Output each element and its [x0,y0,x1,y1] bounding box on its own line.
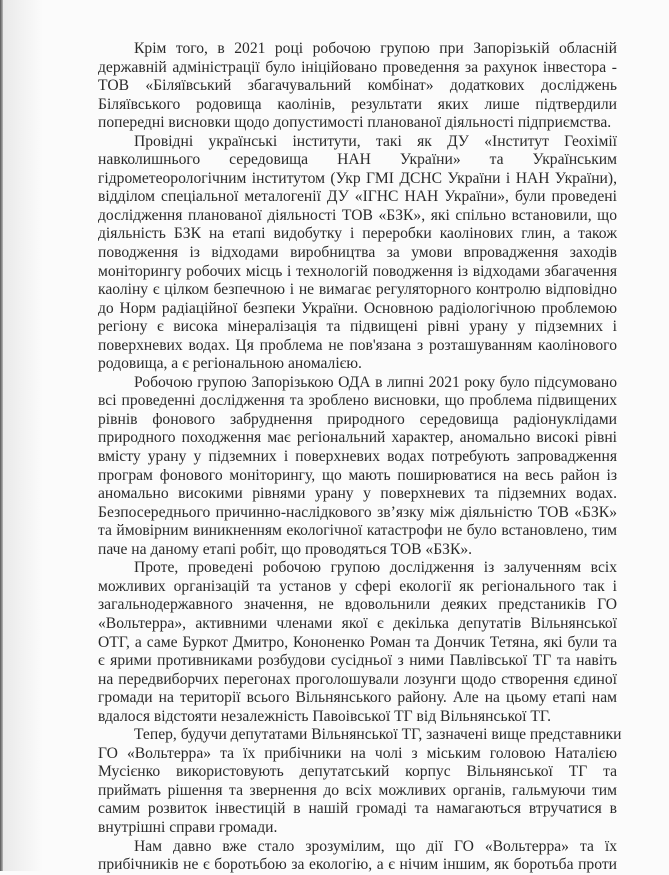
text-line: дослідження планованої діяльності ТОВ «БЗК», які спільно встановили, що [98,206,617,224]
text-line: самим розвиток інвестицій в нашій громаді та намагаються втручатися в [98,800,617,818]
text-line: гідрометеорологічним інститутом (Укр ГМІ ДСНС України і НАН України), [98,169,617,187]
text-line: поводження із відходами виробництва за умови впровадження заходів [98,244,617,262]
text-line: природного походження має регіональний характер, аномально високі рівні [98,429,617,447]
text-line: всі проведенні дослідження та зроблено висновки, що проблема підвищених [98,392,617,410]
text-line: ОТГ, а саме Буркот Дмитро, Кононенко Роман та Дончик Тетяна, які були та [98,633,617,651]
text-line: можливих організацій та установ у сфері екології як регіонального так і [98,577,617,595]
text-line: та ймовірним виникненням екологічної катастрофи не було встановлено, тим [98,522,617,540]
document-page [98,40,622,875]
paragraph-6 [98,838,617,875]
text-line: родовища, а є регіональною аномалією. [98,355,362,373]
text-line: Біляївського родовища каолінів, результати яких лише підтвердили [98,95,617,113]
text-line: на передвиборчих перегонах проголошували лозунги щодо створення єдиної [98,670,617,688]
text-line: моніторингу робочих місць і технологій поводження із відходами збагачення [98,262,617,280]
text-line: Безпосереднього причинно-наслідкового зв’язку між діяльністю ТОВ «БЗК» [98,503,617,521]
text-line: загальнодержавного значення, не вдовольнили деяких предстаників ГО [98,596,617,614]
text-line: програм фонового моніторингу, що мають поширюватися на весь район із [98,466,617,484]
text-line: ГО «Вольтерра» та їх прибічники на чолі з міським головою Наталією [98,744,617,762]
text-line: навколишнього середовища НАН України» та Українським [98,151,617,169]
text-line: ТОВ «Біляївський збагачувальний комбінат» додаткових досліджень [98,77,617,95]
text-line: Провідні українські інститути, такі як ДУ «Інститут Геохімії [134,132,617,150]
text-line: прибічників не є боротьбою за екологію, а є нічим іншим, як боротьба проти [98,856,617,874]
text-line: діяльність БЗК на етапі видобутку і переробки каолінових глин, а також [98,225,617,243]
text-line: громади на території всього Вільнянського району. Але на цьому етапі нам [98,689,617,707]
scan-shadow [3,0,43,871]
paragraph-1 [98,40,617,133]
text-line: Мусієнко використовують депутатський корпус Вільнянської ТГ та [98,763,617,781]
text-line: поверхневих водах. Ця проблема не пов'язана з розташуванням каолінового [98,336,617,354]
text-line: приймать рішення та звернення до всіх можливих органів, гальмуючи тим [98,781,617,799]
text-line: до Норм радіаційної безпеки України. Основною радіологічною проблемою [98,299,617,317]
text-line: державній адміністрації було ініційовано проведення за рахунок інвестора - [98,58,617,76]
text-line: Крім того, в 2021 році робочою групою при Запорізькій обласній [134,40,617,57]
text-line: вмісту урану у підземних і поверхневих водах потребують запровадження [98,448,617,466]
text-line: Робочою групою Запорізькою ОДА в липні 2021 року було підсумовано [134,373,617,391]
text-line: вдалося відстояти незалежність Павоівської ТГ від Вільнянської ТГ. [98,707,552,725]
paragraph-2 [98,133,617,374]
paragraph-5 [98,726,622,837]
text-line: регіону є висока мінералізація та підвищені рівні урану у підземних і [98,318,617,336]
paragraph-4 [98,559,617,726]
text-line: паче на даному етапі робіт, що проводяться ТОВ «БЗК». [98,540,473,558]
paragraph-3 [98,374,617,559]
text-line: каоліну є цілком безпечною і не вимагає регуляторного контролю відповідно [98,281,617,299]
text-line: Нам давно вже стало зрозумілим, що дії ГО «Вольтерра» та їх [134,837,617,855]
text-line: Тепер, будучи депутатами Вільнянської ТГ, зазначені вище представники [134,726,622,744]
text-line: «Вольтерра», активними членами якої є декілька депутатів Вільнянської [98,614,617,632]
text-line: рівнів фонового забруднення природного середовища радіонуклідами [98,410,617,428]
text-line: відділом спеціальної металогенії ДУ «ІГНС НАН України», були проведені [98,188,617,206]
text-line: попередні висновки щодо допустимості планованої діяльності підприємства. [98,114,612,132]
text-line: Проте, проведені робочою групою дослідження із залученням всіх [134,559,617,577]
text-line: внутрішні справи громади. [98,818,278,836]
text-line: аномально високими рівнями урану у поверхневих та підземних водах. [98,485,617,503]
text-line: є ярими противниками розбудови сусідньої з ними Павлівської ТГ та навіть [98,652,617,670]
